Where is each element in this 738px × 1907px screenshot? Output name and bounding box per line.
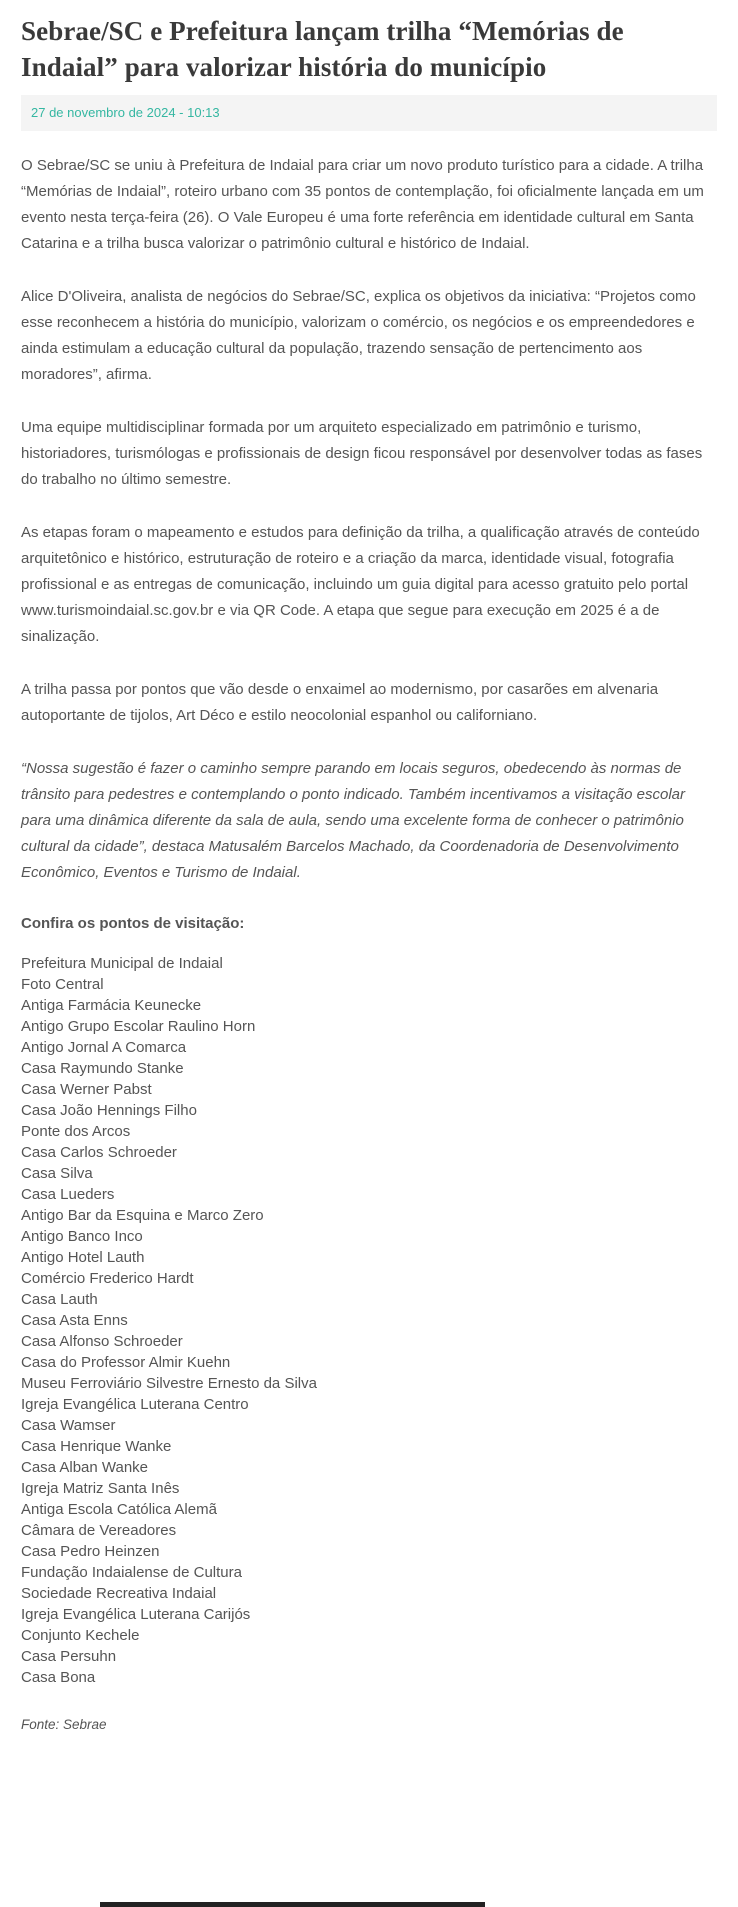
date-bar: [21, 95, 717, 131]
place-item: Igreja Evangélica Luterana Carijós: [21, 1606, 251, 1623]
article-date: 27 de novembro de 2024 - 10:13: [31, 105, 220, 120]
place-item: Câmara de Vereadores: [21, 1522, 177, 1539]
place-item: Casa Henrique Wanke: [21, 1438, 172, 1455]
place-item: Conjunto Kechele: [21, 1627, 140, 1644]
place-item: Casa Pedro Heinzen: [21, 1543, 160, 1560]
place-item: Fundação Indaialense de Cultura: [21, 1564, 242, 1581]
place-item: Antigo Bar da Esquina e Marco Zero: [21, 1207, 264, 1224]
place-item: Antiga Escola Católica Alemã: [21, 1501, 217, 1518]
place-item: Casa Raymundo Stanke: [21, 1060, 184, 1077]
place-item: Igreja Evangélica Luterana Centro: [21, 1396, 249, 1413]
place-item: Museu Ferroviário Silvestre Ernesto da Silva: [21, 1375, 317, 1392]
place-item: Casa do Professor Almir Kuehn: [21, 1354, 231, 1371]
places-list-header: Confira os pontos de visitação:: [21, 915, 245, 932]
cutoff-element: [100, 1902, 485, 1907]
quote-paragraph: “Nossa sugestão é fazer o caminho sempre parando em locais seguros, obedecendo às normas de trânsito para pedestres e contemplando o ponto indicado. Também incentivamos a visitação escolar para uma dinâmica diferente da sala de aula, sendo uma excelente forma de conhecer o patrimônio cultural da cidade”, destaca Matusalém Barcelos Machado, da Coordenadoria de Desenvolvimento Econômico, Eventos e Turismo de Indaial.: [21, 760, 685, 881]
place-item: Antigo Banco Inco: [21, 1228, 143, 1245]
place-item: Casa Wamser: [21, 1417, 116, 1434]
place-item: Casa Lueders: [21, 1186, 115, 1203]
place-item: Casa Alban Wanke: [21, 1459, 149, 1476]
place-item: Casa Werner Pabst: [21, 1081, 152, 1098]
article-title: Sebrae/SC e Prefeitura lançam trilha “Memórias de Indaial” para valorizar história do município: [21, 16, 624, 82]
place-item: Sociedade Recreativa Indaial: [21, 1585, 217, 1602]
places-list: [21, 953, 717, 1688]
article-paragraph: Alice D'Oliveira, analista de negócios do Sebrae/SC, explica os objetivos da iniciativa: “Projetos como esse reconhecem a história do município, valorizam o comércio, os negócios e os empreendedores e ainda estimulam a educação cultural da população, trazendo sensação de pertencimento aos moradores”, afirma.: [21, 288, 696, 383]
place-item: Prefeitura Municipal de Indaial: [21, 955, 223, 972]
place-item: Ponte dos Arcos: [21, 1123, 131, 1140]
place-item: Antigo Grupo Escolar Raulino Horn: [21, 1018, 256, 1035]
article-paragraph: As etapas foram o mapeamento e estudos para definição da trilha, a qualificação através de conteúdo arquitetônico e histórico, estruturação de roteiro e a criação da marca, identidade visual, fotografia profissional e as entregas de comunicação, incluindo um guia digital para acesso gratuito pelo portal www.turismoindaial.sc.gov.br e via QR Code. A etapa que segue para execução em 2025 é a de sinalização.: [21, 524, 700, 645]
article-paragraphs: [21, 153, 717, 729]
place-item: Casa João Hennings Filho: [21, 1102, 197, 1119]
place-item: Casa Bona: [21, 1669, 96, 1686]
article-body: [21, 153, 717, 1735]
place-item: Antiga Farmácia Keunecke: [21, 997, 202, 1014]
article-paragraph: O Sebrae/SC se uniu à Prefeitura de Indaial para criar um novo produto turístico para a cidade. A trilha “Memórias de Indaial”, roteiro urbano com 35 pontos de contemplação, foi oficialmente lançada em um evento nesta terça-feira (26). O Vale Europeu é uma forte referência em identidade cultural em Santa Catarina e a trilha busca valorizar o patrimônio cultural e histórico de Indaial.: [21, 157, 704, 252]
place-item: Igreja Matriz Santa Inês: [21, 1480, 180, 1497]
source-note: Fonte: Sebrae: [21, 1717, 107, 1732]
place-item: Casa Silva: [21, 1165, 93, 1182]
place-item: Casa Alfonso Schroeder: [21, 1333, 183, 1350]
place-item: Antigo Jornal A Comarca: [21, 1039, 187, 1056]
place-item: Casa Asta Enns: [21, 1312, 128, 1329]
place-item: Casa Carlos Schroeder: [21, 1144, 177, 1161]
place-item: Foto Central: [21, 976, 104, 993]
article-paragraph: Uma equipe multidisciplinar formada por um arquiteto especializado em patrimônio e turismo, historiadores, turismólogas e profissionais de design ficou responsável por desenvolver todas as fases do trabalho no último semestre.: [21, 419, 703, 488]
place-item: Casa Persuhn: [21, 1648, 117, 1665]
place-item: Comércio Frederico Hardt: [21, 1270, 194, 1287]
article-paragraph: A trilha passa por pontos que vão desde o enxaimel ao modernismo, por casarões em alvenaria autoportante de tijolos, Art Déco e estilo neocolonial espanhol ou californiano.: [21, 681, 659, 724]
place-item: Casa Lauth: [21, 1291, 98, 1308]
place-item: Antigo Hotel Lauth: [21, 1249, 145, 1266]
